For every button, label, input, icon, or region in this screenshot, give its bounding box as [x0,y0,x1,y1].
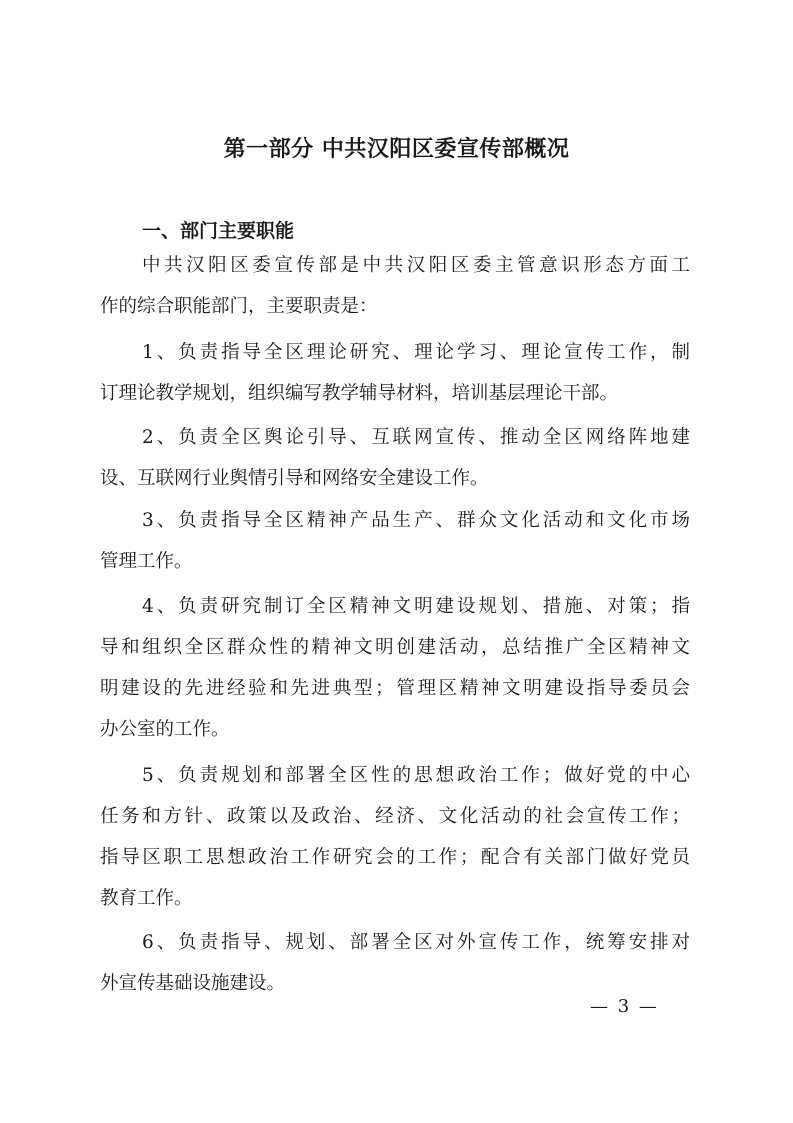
paragraph-line: 任务和方针、政策以及政治、经济、文化活动的社会宣传工作； [100,806,690,827]
paragraph-line: 中共汉阳区委宣传部是中共汉阳区委主管意识形态方面工 [142,255,690,276]
paragraph-line: 5、负责规划和部署全区性的思想政治工作；做好党的中心 [142,765,690,786]
paragraph-line: 明建设的先进经验和先进典型；管理区精神文明建设指导委员会 [100,678,690,699]
paragraph-line: 教育工作。 [100,888,193,909]
paragraph-line: 办公室的工作。 [100,719,230,740]
paragraph-line: 1、负责指导全区理论研究、理论学习、理论宣传工作，制 [142,342,690,363]
paragraph-line: 设、互联网行业舆情引导和网络安全建设工作。 [100,468,489,489]
paragraph-line: 作的综合职能部门，主要职责是： [100,296,378,317]
paragraph-line: 管理工作。 [100,551,193,572]
section-heading: 一、部门主要职能 [142,220,295,242]
paragraph-line: 2、负责全区舆论引导、互联网宣传、推动全区网络阵地建 [142,427,690,448]
paragraph-line: 3、负责指导全区精神产品生产、群众文化活动和文化市场 [142,510,690,531]
paragraph-line: 外宣传基础设施建设。 [100,973,286,994]
paragraph-line: 订理论教学规划，组织编写教学辅导材料，培训基层理论干部。 [100,383,619,404]
paragraph-line: 指导区职工思想政治工作研究会的工作；配合有关部门做好党员 [100,847,690,868]
paragraph-line: 导和组织全区群众性的精神文明创建活动，总结推广全区精神文 [100,637,690,658]
paragraph-line: 4、负责研究制订全区精神文明建设规划、措施、对策；指 [142,596,690,617]
paragraph-line: 6、负责指导、规划、部署全区对外宣传工作，统筹安排对 [142,932,690,953]
page-number: — 3 — [590,996,659,1017]
page-title: 第一部分 中共汉阳区委宣传部概况 [223,137,570,162]
